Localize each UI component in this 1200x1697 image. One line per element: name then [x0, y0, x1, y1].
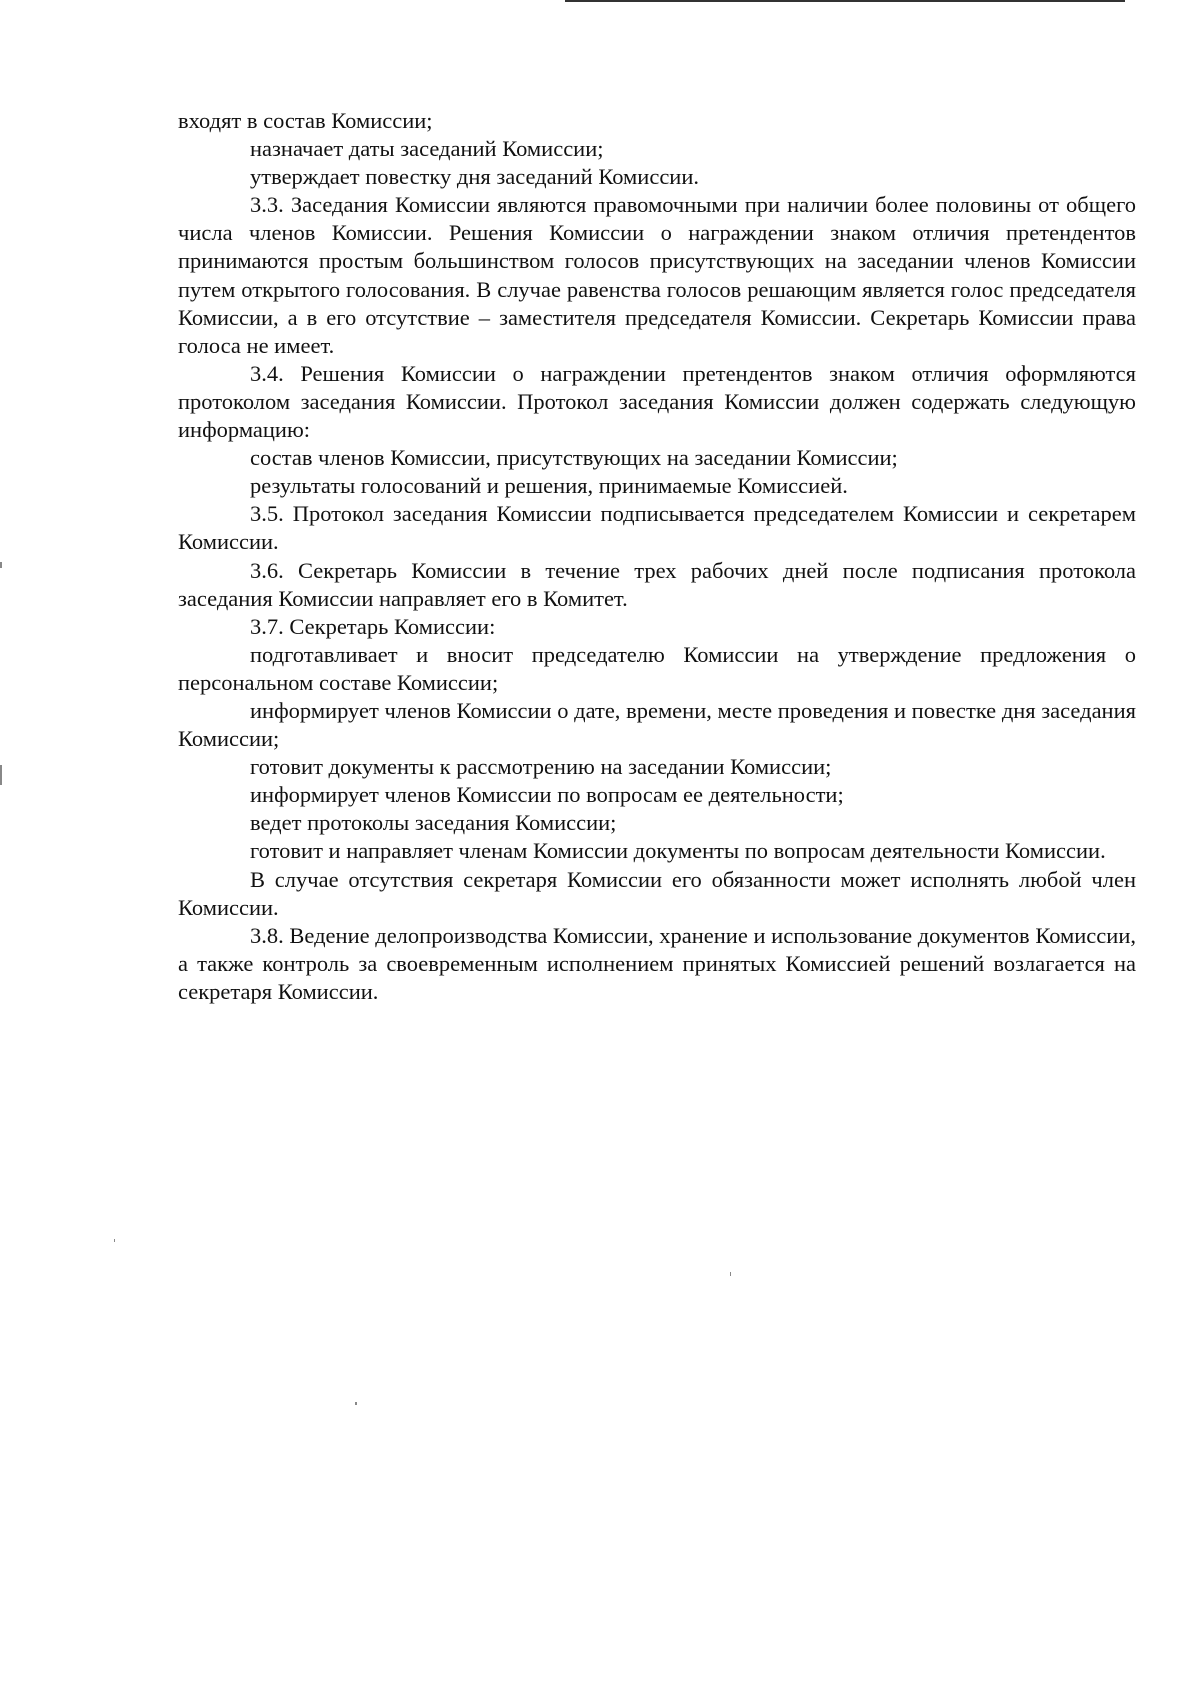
paragraph: входят в состав Комиссии; [178, 108, 433, 133]
paragraph-3-7: 3.7. Секретарь Комиссии: [250, 613, 496, 639]
scan-top-rule [565, 0, 1125, 2]
document-body [178, 107, 1136, 1006]
paragraph: результаты голосований и решения, принимаемые Комиссией. [250, 473, 848, 499]
paragraph: состав членов Комиссии, присутствующих на заседании Комиссии; [250, 445, 898, 471]
paragraph-3-3: 3.3. Заседания Комиссии являются правомочными при наличии более половины от общего числа членов Комиссии. Решения Комиссии о награждении знаком отличия претендентов принимаются простым большинством голосов присутствующих на заседании членов Комиссии путем открытого голосования. В случае равенства голосов решающим является голос председателя Комиссии, а в его отсутствие – заместителя председателя Комиссии. Секретарь Комиссии права голоса не имеет. [178, 192, 1136, 358]
scan-speck [730, 1272, 731, 1276]
paragraph: информирует членов Комиссии по вопросам ее деятельности; [250, 782, 844, 808]
paragraph: готовит и направляет членам Комиссии документы по вопросам деятельности Комиссии. [250, 838, 1106, 864]
scan-speck [355, 1402, 357, 1405]
scan-speck [0, 562, 2, 568]
paragraph: ведет протоколы заседания Комиссии; [250, 810, 617, 836]
paragraph-3-4: 3.4. Решения Комиссии о награждении претендентов знаком отличия оформляются протоколом заседания Комиссии. Протокол заседания Комиссии должен содержать следующую информацию: [178, 360, 1136, 443]
scan-speck [0, 765, 2, 785]
paragraph: утверждает повестку дня заседаний Комиссии. [250, 164, 700, 190]
paragraph-3-8: 3.8. Ведение делопроизводства Комиссии, хранение и использование документов Комиссии, а также контроль за своевременным исполнением принятых Комиссией решений возлагается на секретаря Комиссии. [178, 922, 1136, 1004]
paragraph: В случае отсутствия секретаря Комиссии его обязанности может исполнять любой член Комиссии. [178, 866, 1136, 920]
paragraph-3-5: 3.5. Протокол заседания Комиссии подписывается председателем Комиссии и секретарем Комиссии. [178, 501, 1136, 555]
paragraph-3-6: 3.6. Секретарь Комиссии в течение трех рабочих дней после подписания протокола заседания Комиссии направляет его в Комитет. [178, 557, 1136, 611]
paragraph: назначает даты заседаний Комиссии; [250, 136, 604, 162]
paragraph: информирует членов Комиссии о дате, времени, месте проведения и повестке дня заседания Комиссии; [178, 697, 1136, 752]
paragraph: готовит документы к рассмотрению на заседании Комиссии; [250, 754, 832, 780]
paragraph: подготавливает и вносит председателю Комиссии на утверждение предложения о персональном составе Комиссии; [178, 641, 1136, 695]
scan-speck [114, 1239, 115, 1242]
